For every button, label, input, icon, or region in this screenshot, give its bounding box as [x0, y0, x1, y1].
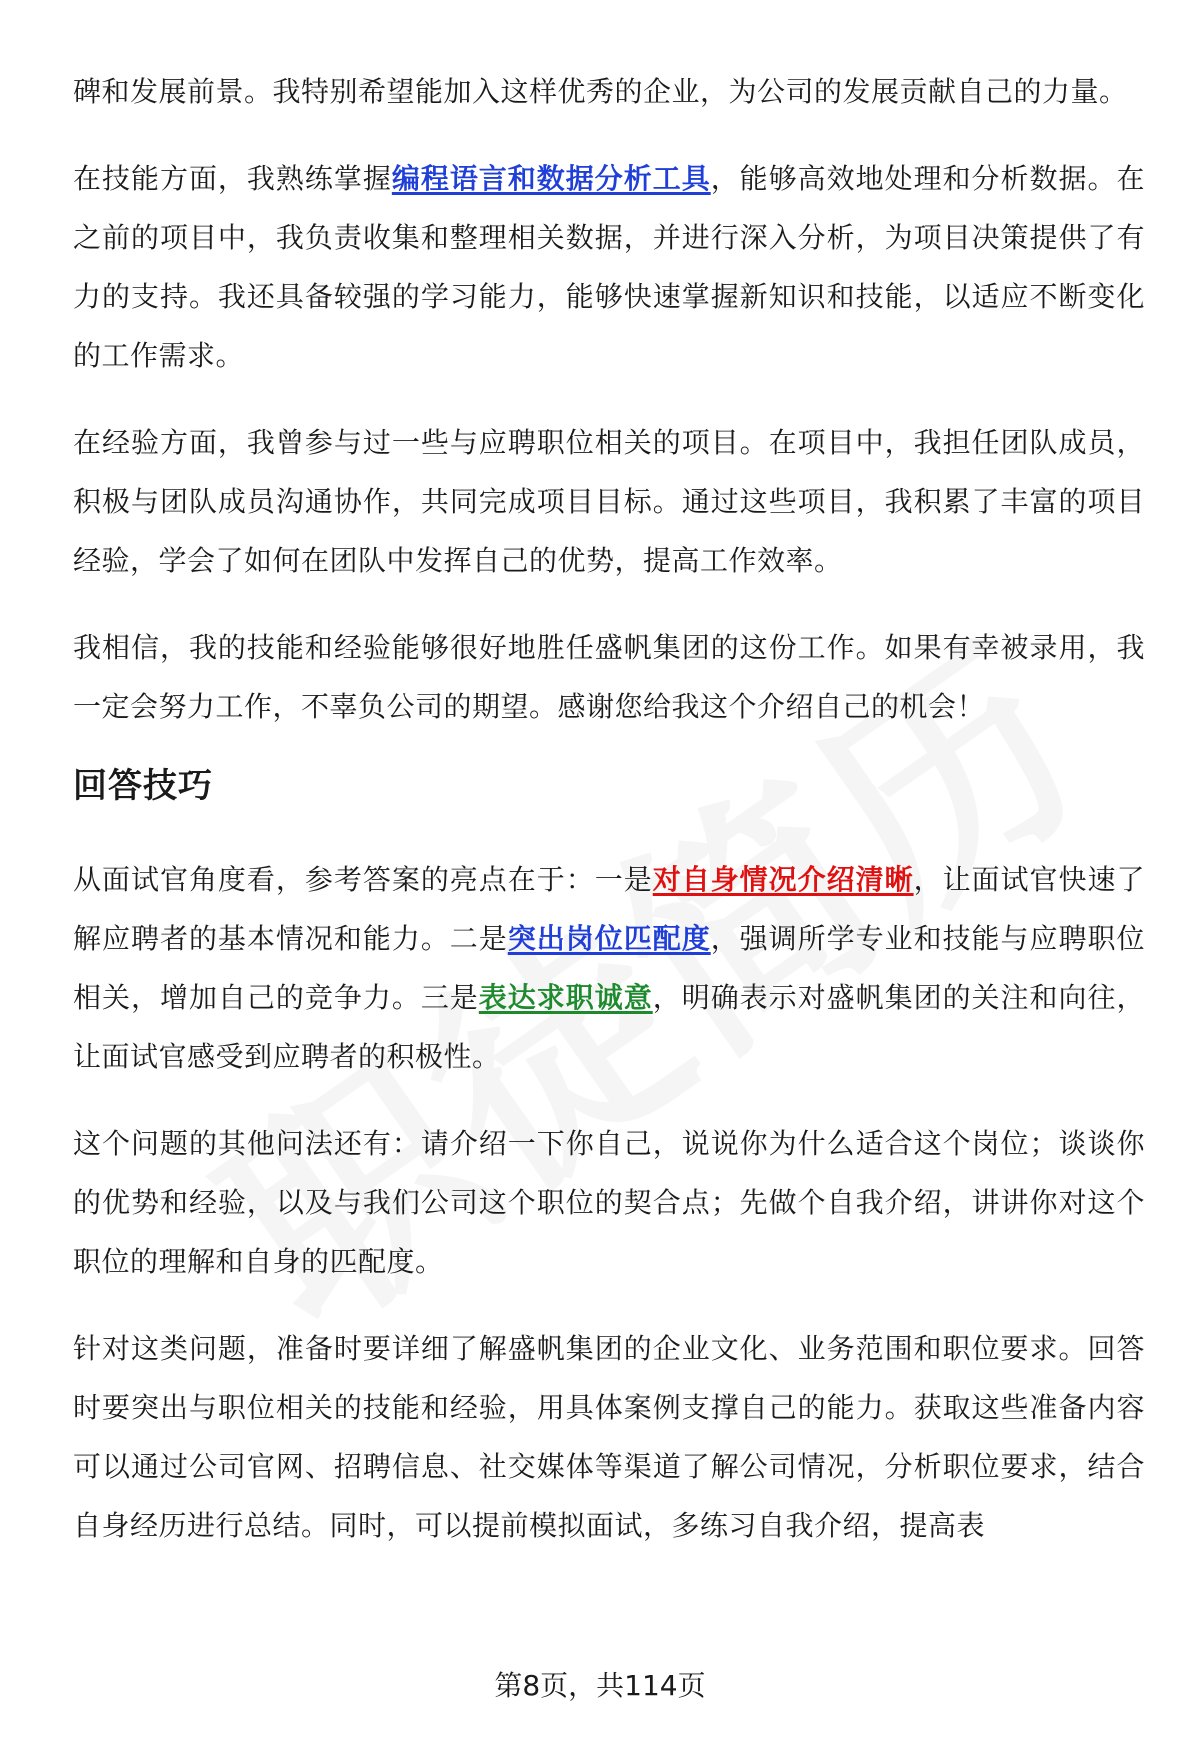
- document-body: [73, 62, 1145, 1583]
- tips-text-3: ，强调所学专业和技能与应聘职位相关，增加自己的竞争力。三是: [73, 922, 1145, 1014]
- paragraph-tips: [73, 850, 1145, 1086]
- skills-text-after: ，能够高效地处理和分析数据。在之前的项目中，我负责收集和整理相关数据，并进行深入分析，为项目决策提供了有力的支持。我还具备较强的学习能力，能够快速掌握新知识和技能，以适应不断变化的工作需求。: [73, 162, 1145, 372]
- tips-text-1: 从面试官角度看，参考答案的亮点在于：一是: [73, 863, 653, 896]
- paragraph-experience: 在经验方面，我曾参与过一些与应聘职位相关的项目。在项目中，我担任团队成员，积极与团队成员沟通协作，共同完成项目目标。通过这些项目，我积累了丰富的项目经验，学会了如何在团队中发挥自己的优势，提高工作效率。: [73, 426, 1145, 577]
- skills-text-before: 在技能方面，我熟练掌握: [73, 162, 392, 195]
- paragraph-skills: [73, 149, 1145, 385]
- highlight-sincerity: 表达求职诚意: [478, 981, 653, 1014]
- highlight-job-match: 突出岗位匹配度: [507, 922, 711, 955]
- section-heading: 回答技巧: [73, 766, 213, 806]
- highlight-clear-intro: 对自身情况介绍清晰: [652, 863, 914, 896]
- paragraph-intro-end: 碑和发展前景。我特别希望能加入这样优秀的企业，为公司的发展贡献自己的力量。: [73, 75, 1128, 108]
- paragraph-other-asks: 这个问题的其他问法还有：请介绍一下你自己，说说你为什么适合这个岗位；谈谈你的优势和经验，以及与我们公司这个职位的契合点；先做个自我介绍，讲讲你对这个职位的理解和自身的匹配度。: [73, 1127, 1145, 1278]
- paragraph-closing: 我相信，我的技能和经验能够很好地胜任盛帆集团的这份工作。如果有幸被录用，我一定会努力工作，不辜负公司的期望。感谢您给我这个介绍自己的机会！: [73, 631, 1145, 723]
- highlight-skills-tools: 编程语言和数据分析工具: [391, 162, 711, 195]
- tips-text-2: ，让面试官快速了解应聘者的基本情况和能力。二是: [73, 863, 1145, 955]
- paragraph-preparation: 针对这类问题，准备时要详细了解盛帆集团的企业文化、业务范围和职位要求。回答时要突出与职位相关的技能和经验，用具体案例支撑自己的能力。获取这些准备内容可以通过公司官网、招聘信息、社交媒体等渠道了解公司情况，分析职位要求，结合自身经历进行总结。同时，可以提前模拟面试，多练习自我介绍，提高表: [73, 1332, 1145, 1542]
- page-number-footer: 第8页，共114页: [494, 1669, 706, 1702]
- tips-text-4: ，明确表示对盛帆集团的关注和向往，让面试官感受到应聘者的积极性。: [73, 981, 1145, 1073]
